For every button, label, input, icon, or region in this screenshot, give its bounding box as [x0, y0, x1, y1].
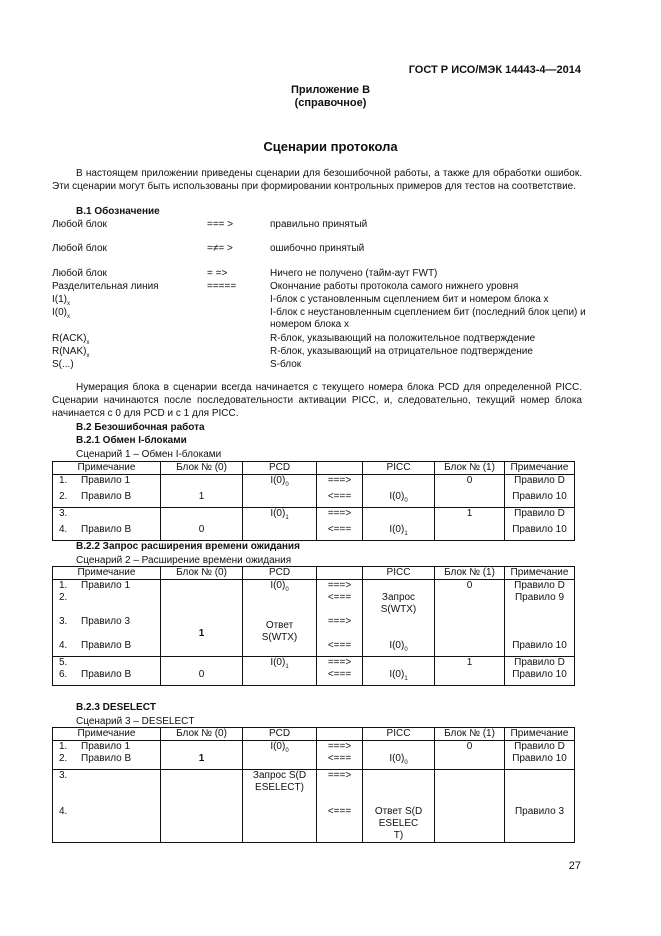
table-row: 1. Правило 1 $I(0)_0$ ===> 0 Правило D — [53, 475, 575, 492]
scenario-1-table — [52, 461, 575, 541]
annex-heading — [0, 84, 661, 110]
b23-heading: В.2.3 DESELECT — [76, 702, 157, 713]
table-row: 1. Правило 1 2. 3. Правило 3 4. Правило В 1 $I(0)_0$ Ответ S(WTX) ===> <=== ===> <=== Запрос S(WTX) $I(0)_0$ 0 Правило D Правило 9 Правило 10 — [53, 580, 575, 657]
table-row: 3. $I(0)_1$ ===> 1 Правило D — [53, 508, 575, 525]
b23-caption: Сценарий 3 – DESELECT — [76, 716, 195, 727]
b22-heading: В.2.2 Запрос расширения времени ожидания — [76, 541, 300, 552]
table-row: 5. 6. Правило В 0 $I(0)_1$ ===> <=== $I(0)_1$ 1 Правило D Правило 10 — [53, 657, 575, 686]
numbering-paragraph: Нумерация блока в сценарии всегда начинается с текущего номера блока PCD для определенной PICC. Сценарии начинаются после последовательности активации PICC, и, следовательно, текущий номер блока начинается с 0 для PCD и с 1 для PICC. — [52, 382, 582, 419]
table-row: 2. Правило В 1 <=== $I(0)_0$ Правило 10 — [53, 491, 575, 508]
table-header-row: Примечание Блок № (0) PCD PICC Блок № (1) Примечание — [53, 567, 575, 580]
scenario-2-table — [52, 566, 575, 686]
annex-subtitle: (справочное) — [294, 97, 367, 109]
page-number: 27 — [568, 860, 581, 872]
b1-heading: В.1 Обозначение — [76, 206, 160, 217]
table-row: 3. 4. Запрос S(DESELECT) ===> <=== Ответ S(DESELECT) Правило 3 — [53, 770, 575, 843]
scenario-3-table — [52, 727, 575, 843]
b22-caption: Сценарий 2 – Расширение времени ожидания — [76, 555, 292, 566]
table-row: 4. Правило В 0 <=== $I(0)_1$ Правило 10 — [53, 524, 575, 541]
b21-heading: В.2.1 Обмен I-блоками — [76, 435, 187, 446]
table-row: 1. Правило 1 2. Правило В 1 $I(0)_0$ ===> <=== $I(0)_0$ 0 Правило D Правило 10 — [53, 741, 575, 770]
document-page: ГОСТ Р ИСО/МЭК 14443-4—2014 Приложение В (справочное) Сценарии протокола В настоящем приложении приведены сценарии для безошибочной работы, а также для обработки ошибок. Эти сценарии могут быть использованы при формировании контрольных примеров для тестов на соответствие. В.1 Обозначение Любой блок === > правильно принятый Любой блок =≠= > ошибочно принятый Любой блок = => Ничего не получено (тайм-аут FWT) Разделительная линия ===== Окончание работы протокола самого нижнего уровня $I(1)_x$ I-блок с установленным сцеплением бит и номером блока x $I(0)_x$ I-блок с неустановленным сцеплением бит (последний блок цепи) и номером блока x $R(ACK)_x$ R-блок, указывающий на положительное подтверждение $R(NAK)_x$ R-блок, указывающий на отрицательное подтверждение S(...) S-блок Нумерация блока в сценарии всегда начинается с текущего номера блока PCD для определенной PICC. Сценарии начинаются после последовательности активации PICC, и, следовательно, текущий номер блока начинается с 0 для PCD и с 1 для PICC. В.2 Безошибочная работа В.2.1 Обмен I-блоками Сценарий 1 – Обмен I-блоками Примечание Блок № (0) PCD PICC Блок № (1) Примечание 1. Правило 1 $I(0)_0$ ===> 0 Правило D 2. Правило В 1 <=== $I(0)_0$ Правило 10 3. $I(0)_1$ ===> 1 Правило D 4. Правило В 0 <=== $I(0)_1$ Правило 10 В.2.2 Запрос расширения времени ожидания Сценарий 2 – Расширение времени ожидания Примечание Блок № (0) PCD PICC Блок № (1) Примечание 1. Правило 1 2. 3. Правило 3 4. Правило В 1 $I(0)_0$ Ответ S(WTX) ===> <=== ===> <=== Запрос S(WTX) $I(0)_0$ 0 Правило D Правило 9 Правило 10 5. 6. Правило В 0 $I(0)_1$ ===> <=== $I(0)_1$ 1 Правило D Правило 10 В.2.3 DESELECT Сценарий 3 – DESELECT Примечание Блок № (0) PCD PICC Блок № (1) Примечание 1. Правило 1 2. Правило В 1 $I(0)_0$ ===> <=== $I(0)_0$ 0 Правило D Правило 10 3. 4. Запрос S(DESELECT) ===> <=== Ответ S(DESELECT) Правило 3 27 — [0, 0, 661, 936]
table-header-row: Примечание Блок № (0) PCD PICC Блок № (1) Примечание — [53, 462, 575, 475]
b21-caption: Сценарий 1 – Обмен I-блоками — [76, 449, 222, 460]
section-title: Сценарии протокола — [263, 139, 398, 154]
document-id: ГОСТ Р ИСО/МЭК 14443-4—2014 — [408, 64, 581, 76]
table-header-row: Примечание Блок № (0) PCD PICC Блок № (1) Примечание — [53, 728, 575, 741]
intro-paragraph: В настоящем приложении приведены сценарии для безошибочной работы, а также для обработки ошибок. Эти сценарии могут быть использованы при формировании контрольных примеров для тестов на соответствие. — [52, 168, 582, 192]
b2-heading: В.2 Безошибочная работа — [76, 422, 205, 433]
annex-title: Приложение В — [290, 84, 371, 96]
